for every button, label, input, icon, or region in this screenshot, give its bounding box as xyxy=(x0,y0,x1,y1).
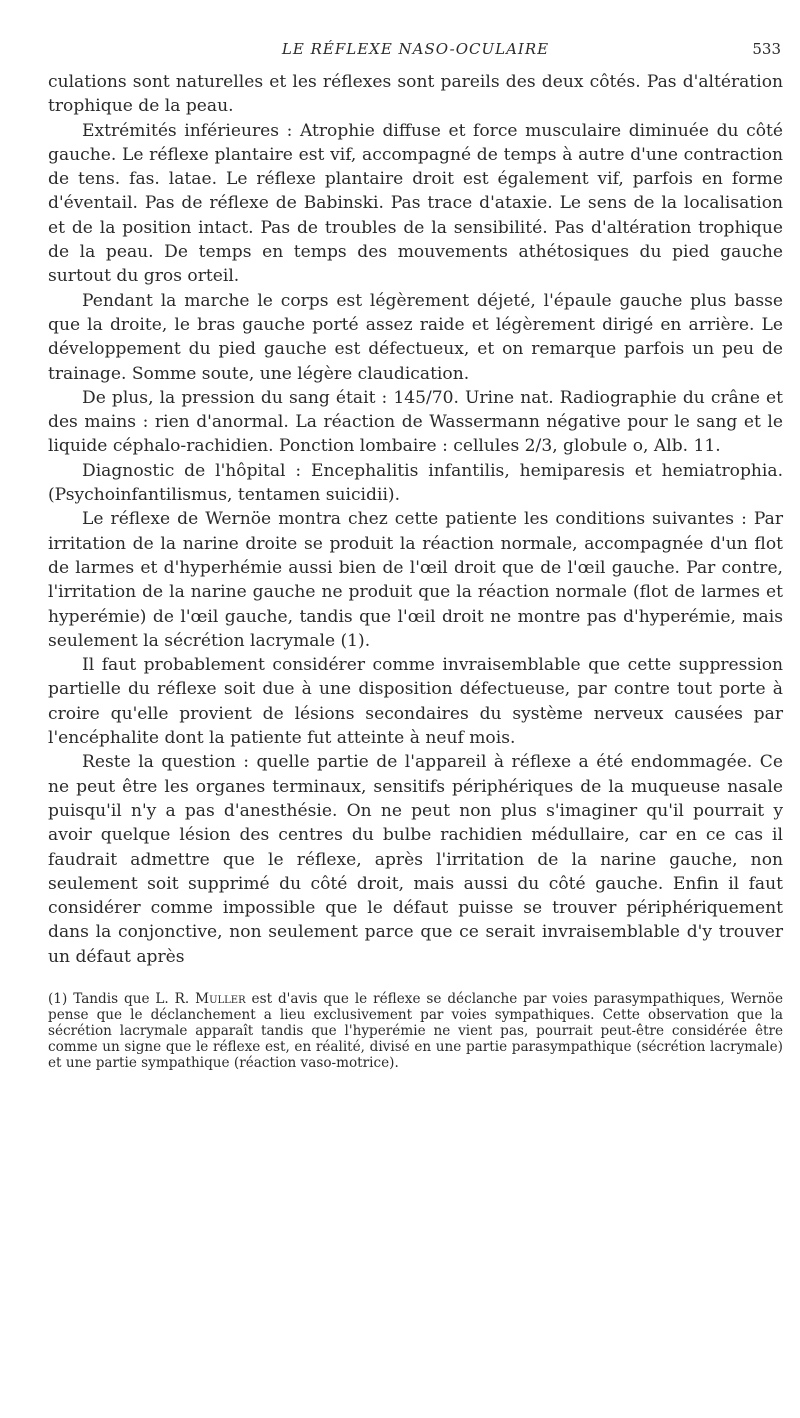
paragraph-7: Il faut probablement considérer comme invraisemblable que cette suppression partielle du réflexe soit due à une disposition défectueuse, par contre tout porte à croire qu'elle provient de lésions secondaires du système nerveux causées par l'encéphalite dont la patiente fut atteinte à neuf mois. xyxy=(48,655,783,749)
paragraph-6: Le réflexe de Wernöe montra chez cette patiente les conditions suivantes : Par irritation de la narine droite se produit la réaction normale, accompagnée d'un flot de larmes et d'hyperhémie aussi bien de l'œil droit que de l'œil gauche. Par contre, l'irritation de la narine gauche ne produit que la réaction normale (flot de larmes et hyperémie) de l'œil gauche, tandis que l'œil droit ne montre pas d'hyperémie, mais seulement la sécrétion lacrymale (1). xyxy=(48,509,783,651)
body-text xyxy=(48,70,783,969)
footnote-mark: (1) xyxy=(48,990,68,1007)
paragraph-5: Diagnostic de l'hôpital : Encephalitis infantilis, hemiparesis et hemiatrophia. (Psychoinfantilismus, tentamen suicidii). xyxy=(48,460,783,506)
footnote-author: Muller xyxy=(195,990,246,1007)
paragraph-8: Reste la question : quelle partie de l'appareil à réflexe a été endommagée. Ce ne peut être les organes terminaux, sensitifs périphériques de la muqueuse nasale puisqu'il n'y a pas d'anesthésie. On ne peut non plus s'imaginer qu'il pourrait y avoir quelque lésion des centres du bulbe rachidien médullaire, car en ce cas il faudrait admettre que le réflexe, après l'irritation de la narine gauche, non seulement soit supprimé du côté droit, mais aussi du côté gauche. Enfin il faut considérer comme impossible que le défaut puisse se trouver périphériquement dans la conjonctive, non seulement parce que ce serait invraisemblable d'y trouver un défaut après xyxy=(48,752,783,967)
footnote-1 xyxy=(48,991,783,1071)
paragraph-2: Extrémités inférieures : Atrophie diffuse et force musculaire diminuée du côté gauche. Le réflexe plantaire est vif, accompagné de temps à autre d'une contraction de tens. fas. latae. Le réflexe plantaire droit est également vif, parfois en forme d'éventail. Pas de réflexe de Babinski. Pas trace d'ataxie. Le sens de la localisation et de la position intact. Pas de troubles de la sensibilité. Pas d'altération trophique de la peau. De temps en temps des mouvements athétosiques du pied gauche surtout du gros orteil. xyxy=(48,120,783,287)
footnote-text-before: Tandis que L. R. xyxy=(73,990,190,1007)
page xyxy=(48,40,783,1071)
page-number: 533 xyxy=(752,40,781,58)
paragraph-1: culations sont naturelles et les réflexes sont pareils des deux côtés. Pas d'altération trophique de la peau. xyxy=(48,72,783,117)
footnote-text-after: est d'avis que le réflexe se déclanche par voies parasympathiques, Wernöe pense que le déclanchement a lieu exclusivement par voies sympathiques. Cette observation que la sécrétion lacrymale apparaît tandis que l'hyperémie ne vient pas, pourrait peut-être considérée être comme un signe que le réflexe est, en réalité, divisé en une partie parasympathique (sécrétion lacrymale) et une partie sympathique (réaction vaso-motrice). xyxy=(48,990,784,1071)
paragraph-4: De plus, la pression du sang était : 145/70. Urine nat. Radiographie du crâne et des mains : rien d'anormal. La réaction de Wassermann négative pour le sang et le liquide céphalo-rachidien. Ponction lombaire : cellules 2/3, globule o, Alb. 11. xyxy=(48,387,783,457)
footnotes xyxy=(48,991,783,1071)
paragraph-3: Pendant la marche le corps est légèrement déjeté, l'épaule gauche plus basse que la droite, le bras gauche porté assez raide et légèrement dirigé en arrière. Le développement du pied gauche est défectueux, et on remarque parfois un peu de trainage. Somme soute, une légère claudication. xyxy=(48,290,783,384)
page-header xyxy=(48,40,783,70)
running-title: LE RÉFLEXE NASO-OCULAIRE xyxy=(281,40,550,58)
